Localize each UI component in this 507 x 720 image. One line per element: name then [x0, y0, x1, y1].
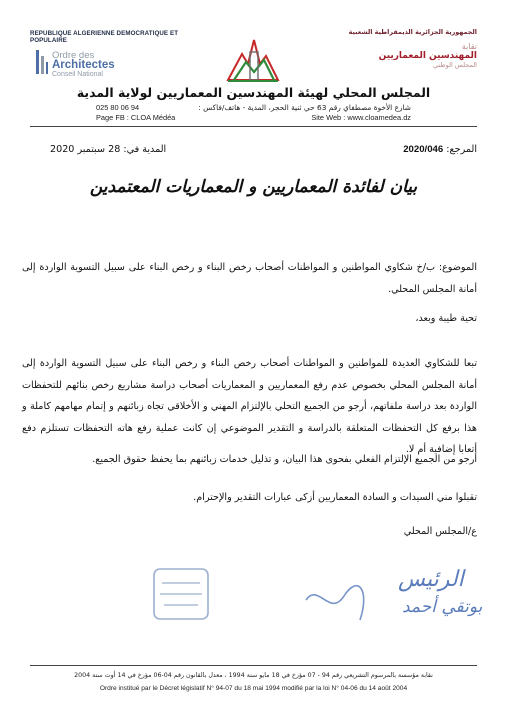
council-stamp-icon [150, 565, 212, 623]
document-date: المدية في: 28 سبتمبر 2020 [50, 144, 167, 155]
header-divider [30, 126, 477, 127]
footer-divider [30, 665, 477, 666]
conseil-national-label: Conseil National [52, 71, 103, 78]
header-left-block [30, 30, 200, 79]
phone-number: 025 80 06 94 [96, 103, 140, 112]
header-right-block [297, 28, 477, 69]
facebook-page[interactable]: Page FB : CLOA Médéa [96, 113, 176, 122]
republic-name-fr: REPUBLIQUE ALGERIENNE DEMOCRATIQUE ET POPULAIRE [30, 30, 179, 44]
ordre-logo-icon [34, 48, 49, 76]
main-paragraph: تبعا للشكاوي العديدة للمواطنين و المواطنات أصحاب رخص البناء و رخص البناء على سبيل التسوية الواردة إلى أمانة المجلس المحلي بخصوص عدم رفع المعماريين و المعماريات أصحاب دراسة مشاريع رخص بنائهم للتحفظات الواردة بعد دراسة ملفاتهم، أرجو من الجميع التحلي بالإلتزام المهني و الأخلاقي تجاه زبائنهم و إتمام مهامهم كاملة و هذا برفع كل التحفظات المتعلقة بالدراسة و التقدير الموضوعي إن كانت عملية رفع هاته التحفظات تستلزم دفع أتعابا إضافية أم لا. [22, 358, 477, 456]
president-signature-icon [300, 560, 483, 630]
address-phone-ar: شارع الأخوة مصطفاي رقم 63 حي ثنية الحجر، المدية - هاتف/فاكس : [198, 103, 411, 112]
greeting-paragraph: تحية طيبة وبعد، [415, 313, 477, 324]
footer-decree-ar: نقابة مؤسسة بالمرسوم التشريعي رقم 94 - 07 مؤرخ في 18 مايو سنة 1994 ، معدل بالقانون رقم 04-06 مؤرخ في 14 أوت سنة 2004 [74, 672, 433, 679]
architectes-label: Architectes [52, 59, 115, 71]
reference-number [403, 144, 477, 155]
niqaba-label: نقابة [461, 42, 477, 51]
republic-name-ar: الجمهورية الجزائرية الديمقراطية الشعبية [348, 28, 477, 36]
local-council-title: المجلس المحلي لهيئة المهندسين المعماريين لولاية المدية [76, 85, 431, 100]
subject-paragraph: الموضوع: ب/خ شكاوي المواطنين و المواطنات أصحاب رخص البناء و رخص البناء على سبيل التسوية الواردة إلى أمانة المجلس المحلي. [22, 262, 477, 295]
address-ar: شارع الأخوة مصطفاي رقم 63 حي ثنية الحجر، المدية [247, 103, 411, 112]
contact-line-web [96, 113, 411, 124]
order-emblem-icon [224, 34, 282, 84]
order-name-ar: المهندسين المعماريين [378, 51, 477, 61]
footer-decree-fr: Ordre institué par le Décret législatif N° 94-07 du 18 mai 1994 modifié par la loi N° 04-06 du 14 août 2004 [99, 685, 408, 692]
reference-value: 2020/046 [403, 144, 444, 155]
signoff-label: ع/المجلس المحلي [403, 526, 477, 537]
reference-label: المرجع: [446, 144, 477, 155]
closing-paragraph: تقبلوا مني السيدات و السادة المعماريين أزكى عبارات التقدير والإحترام. [193, 492, 477, 503]
website-link[interactable]: Site Web : www.cloamedea.dz [311, 113, 411, 122]
ordre-label: Ordre des [52, 50, 95, 61]
statement-title: بيان لفائدة المعماريين و المعماريات المعتمدين [89, 177, 418, 197]
signature-title: الرئيس [398, 567, 464, 592]
signature-name: بوتقي أحمد [402, 597, 483, 617]
request-paragraph: أرجو من الجميع الإلتزام الفعلي بفحوى هذا البيان، و تذليل خدمات زبائنهم بما يحفظ حقوق الجميع. [92, 454, 477, 465]
phone-label: هاتف/فاكس : [198, 103, 241, 112]
national-council-ar: المجلس الوطني [433, 61, 477, 69]
